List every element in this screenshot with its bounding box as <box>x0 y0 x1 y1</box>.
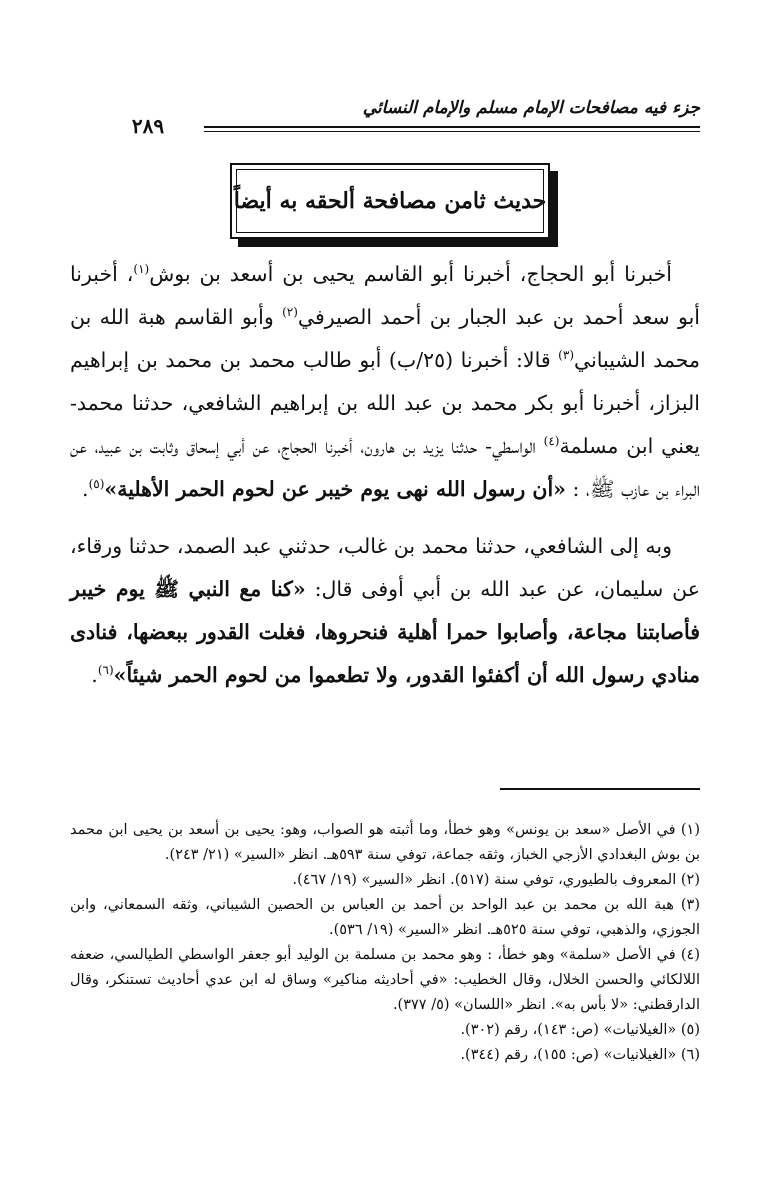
footnotes <box>70 818 700 1068</box>
hadith-quote-1: «أن رسول الله نهى يوم خيبر عن لحوم الحمر الأهلية» <box>104 477 566 501</box>
p1-text-1: أخبرنا أبو الحجاج، أخبرنا أبو القاسم يحيى بن أسعد بن بوش <box>149 262 673 286</box>
p1-text-2: ، أخبرنا أبو سعد أحمد بن عبد الجبار بن أحمد الصيرفي <box>70 262 700 329</box>
footnote-ref-5: (٥) <box>88 477 105 492</box>
footnote-ref-4: (٤) <box>543 434 560 449</box>
footnote-ref-3: (٣) <box>558 348 574 363</box>
footnote-1: (١) في الأصل «سعد بن يونس» وهو خطأ، وما أثبته هو الصواب، وهو: يحيى بن أسعد بن يحيى ابن محمد بن بوش البغدادي الأزجي الخباز، وثقه جماعة، توفي سنة ٥٩٣هـ. انظر «السير» (٢١/ ٢٤٣). <box>70 822 700 863</box>
footnote-separator <box>500 788 700 790</box>
page-number: ٢٨٩ <box>92 114 204 138</box>
paragraph-1 <box>70 253 700 511</box>
running-header-title: جزء فيه مصافحات الإمام مسلم والإمام النسائي <box>362 98 700 118</box>
footnote-4: (٤) في الأصل «سلمة» وهو خطأ، : وهو محمد بن مسلمة بن الوليد أبو جعفر الواسطي الطيالسي، ضعفه اللالكائي والحسن الخلال، وقال الخطيب: «في أحاديثه مناكير» وساق له ابن عدي أحاديث تستنكر، وقال الدارقطني: «لا بأس به». انظر «اللسان» (٥/ ٣٧٧). <box>70 947 700 1013</box>
footnote-ref-6: (٦) <box>97 663 114 678</box>
heading-box-frame <box>230 163 550 239</box>
p1-text-4: قالا: أخبرنا (٢٥/ب) أبو طالب محمد بن محمد بن إبراهيم البزاز، أخبرنا أبو بكر محمد بن عبد الله بن إبراهيم الشافعي، حدثنا محمد- يعني ابن مسلمة <box>70 348 700 458</box>
p1-text-5: الواسطي- حدثنا يزيد بن هارون، أخبرنا الحجاج، عن أبي إسحاق وثابت بن عبيد، عن البراء بن عازب ﷺ، : <box>70 434 700 501</box>
footnote-ref-2: (٢) <box>282 305 298 320</box>
p2-text-1: وبه إلى الشافعي، حدثنا محمد بن غالب، حدثني عبد الصمد، حدثنا ورقاء، عن سليمان، عن عبد الله بن أبي أوفى قال: <box>70 534 700 601</box>
footnote-5: (٥) «الغيلانيات» (ص: ١٤٣)، رقم (٣٠٢). <box>460 1022 700 1038</box>
footnote-ref-1: (١) <box>133 262 150 277</box>
section-heading: حديث ثامن مصافحة ألحقه به أيضاً <box>233 188 547 214</box>
footnote-3: (٣) هبة الله بن محمد بن عبد الواحد بن أحمد بن العباس بن الحصين الشيباني، وثقه السمعاني، وابن الجوزي، والذهبي، توفي سنة ٥٢٥هـ. انظر «السير» (١٩/ ٥٣٦). <box>70 897 700 938</box>
footnote-2: (٢) المعروف بالطيوري، توفي سنة (٥١٧). انظر «السير» (١٩/ ٤٦٧). <box>292 872 700 888</box>
p1-text-3: وأبو القاسم هبة الله بن محمد الشيباني <box>70 305 700 372</box>
paragraph-2 <box>70 525 700 697</box>
main-text <box>70 253 700 697</box>
footnote-6: (٦) «الغيلانيات» (ص: ١٥٥)، رقم (٣٤٤). <box>460 1047 700 1063</box>
section-heading-box <box>230 163 550 239</box>
hadith-quote-2: «كنا مع النبي ﷺ يوم خيبر فأصابتنا مجاعة، وأصابوا حمرا أهلية فنحروها، فغلت القدور ببعضها، فنادى منادي رسول الله أن أكفئوا القدور، ولا تطعموا من لحوم الحمر شيئاً» <box>70 577 700 687</box>
p1-end: . <box>82 477 89 501</box>
p2-end: . <box>91 663 98 687</box>
